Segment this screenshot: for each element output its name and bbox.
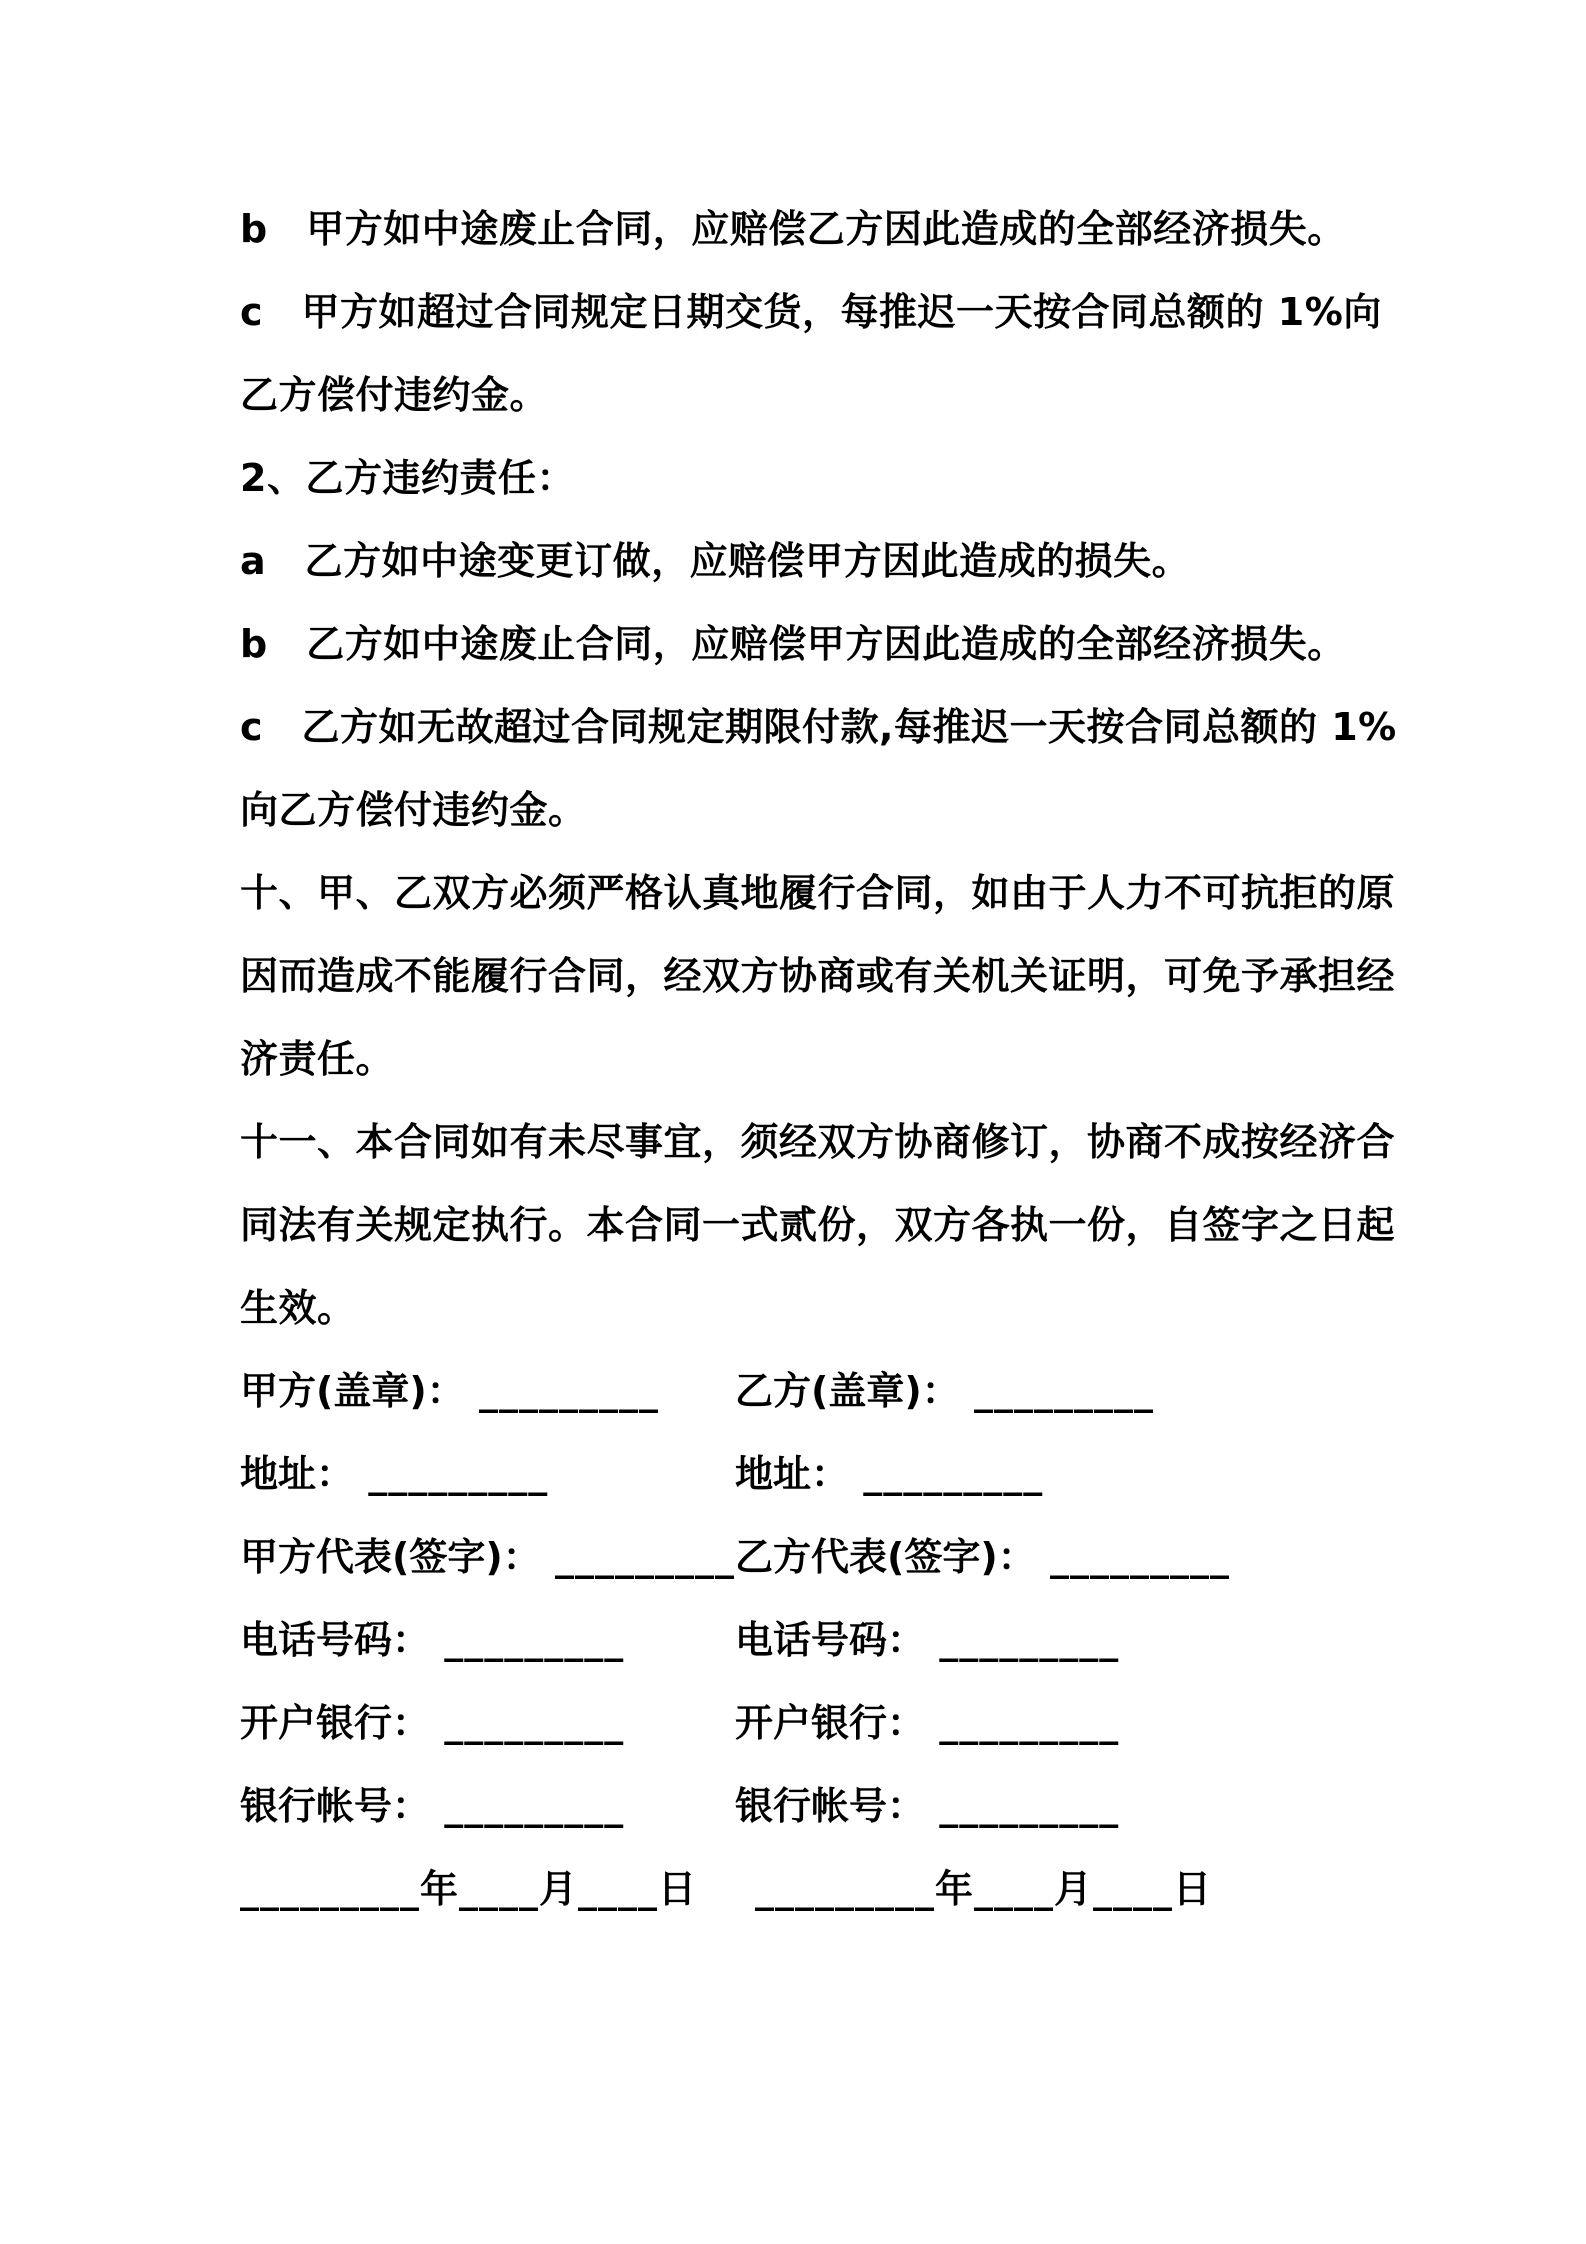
contract-line: 向乙方偿付违约金。 — [240, 788, 587, 832]
party-b-address-blank: _________ — [849, 1452, 1044, 1496]
party-b-rep-label: 乙方代表(签字)： — [735, 1535, 1036, 1579]
signature-row-seal — [240, 1350, 1586, 1433]
party-a-phone-label: 电话号码： — [240, 1618, 431, 1662]
contract-line: 同法有关规定执行。本合同一式贰份，双方各执一份，自签字之日起 — [240, 1203, 1396, 1247]
signature-row-date — [240, 1848, 1586, 1931]
party-b-address-label: 地址： — [735, 1452, 850, 1496]
party-a-account-label: 银行帐号： — [240, 1784, 431, 1828]
contract-line: 因而造成不能履行合同，经双方协商或有关机关证明，可免予承担经 — [240, 954, 1396, 998]
party-a-address-label: 地址： — [240, 1452, 355, 1496]
party-a-rep-label: 甲方代表(签字)： — [240, 1535, 541, 1579]
party-a-seal-label: 甲方(盖章)： — [240, 1369, 465, 1413]
party-b-seal-blank: _________ — [959, 1369, 1154, 1413]
signature-row-phone — [240, 1599, 1586, 1682]
signature-row-bank — [240, 1682, 1586, 1765]
contract-line: 十一、本合同如有未尽事宜，须经双方协商修订，协商不成按经济合 — [240, 1120, 1396, 1164]
party-b-account-label: 银行帐号： — [735, 1784, 926, 1828]
party-b-phone-blank: _________ — [925, 1618, 1120, 1662]
signature-row-address — [240, 1433, 1586, 1516]
party-a-address-blank: _________ — [354, 1452, 549, 1496]
contract-line: 十、甲、乙双方必须严格认真地履行合同，如由于人力不可抗拒的原 — [240, 871, 1396, 915]
party-a-phone-blank: _________ — [430, 1618, 625, 1662]
party-b-account-blank: _________ — [925, 1784, 1120, 1828]
party-a-date-line: _________年____月____日 — [240, 1867, 698, 1911]
party-b-bank-label: 开户银行： — [735, 1701, 926, 1745]
party-a-seal-blank: _________ — [464, 1369, 659, 1413]
contract-line: a 乙方如中途变更订做，应赔偿甲方因此造成的损失。 — [240, 539, 1191, 583]
contract-line: 生效。 — [240, 1286, 356, 1330]
signature-row-representative — [240, 1516, 1586, 1599]
party-a-account-blank: _________ — [430, 1784, 625, 1828]
party-b-bank-blank: _________ — [925, 1701, 1120, 1745]
contract-line: 乙方偿付违约金。 — [240, 373, 549, 417]
contract-line: b 乙方如中途废止合同，应赔偿甲方因此造成的全部经济损失。 — [240, 622, 1346, 666]
party-a-bank-label: 开户银行： — [240, 1701, 431, 1745]
signature-row-account — [240, 1765, 1586, 1848]
party-b-rep-blank: _________ — [1035, 1535, 1230, 1579]
contract-line: b 甲方如中途废止合同，应赔偿乙方因此造成的全部经济损失。 — [240, 207, 1346, 251]
party-b-phone-label: 电话号码： — [735, 1618, 926, 1662]
party-a-rep-blank: _________ — [540, 1535, 735, 1579]
party-a-bank-blank: _________ — [430, 1701, 625, 1745]
contract-line: c 甲方如超过合同规定日期交货，每推迟一天按合同总额的 1%向 — [240, 290, 1382, 334]
party-b-date-line: _________年____月____日 — [755, 1867, 1213, 1911]
contract-line: 济责任。 — [240, 1037, 395, 1081]
party-b-seal-label: 乙方(盖章)： — [735, 1369, 960, 1413]
contract-line: c 乙方如无故超过合同规定期限付款,每推迟一天按合同总额的 1% — [240, 705, 1397, 749]
contract-line: 2、乙方违约责任： — [240, 456, 575, 500]
contract-content — [240, 188, 1586, 1931]
